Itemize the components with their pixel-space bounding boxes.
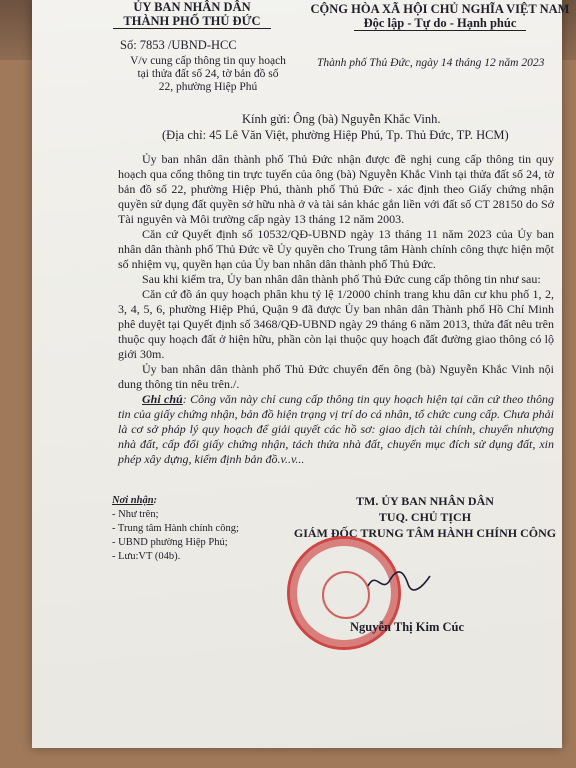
seal-emblem [322,571,370,619]
org-line-1: ỦY BAN NHÂN DÂN [133,0,251,14]
note-paragraph [118,392,554,467]
sign-line-2: TUQ. CHỦ TỊCH [378,510,472,524]
recipient-address: (Địa chỉ: 45 Lê Văn Việt, phường Hiệp Phú, Tp. Thủ Đức, TP. HCM) [162,128,509,142]
recipients-title: Nơi nhận: [112,495,158,506]
signature-block [280,493,570,541]
note-text: : Công văn này chỉ cung cấp thông tin quy hoạch hiện tại căn cứ theo thông tin của giấy chứng nhận, bản đồ hiện trạng vị trí do cá nhân, tổ chức cung cấp. Chưa phải là cơ sở pháp lý quy hoạch để giải quyết các hồ sơ: giao dịch tài chính, chuyển nhượng nhà đất, cấp đổi giấy chứng nhận, tách thửa nhà đất, chuyển mục đích sử dụng đất, xin phép xây dựng, kiểm định bản đồ.v..v... [118,392,554,466]
body-paragraph-2: Căn cứ Quyết định số 10532/QĐ-UBND ngày 13 tháng 11 năm 2023 của Ủy ban nhân dân thành phố Thủ Đức về Ủy quyền cho Trung tâm Hành chính công thực hiện một số nhiệm vụ, quyền hạn của Ủy ban nhân dân thành phố Thủ Đức. [118,227,554,271]
note-label: Ghi chú [142,392,183,406]
national-header [280,2,576,31]
issue-date: Thành phố Thủ Đức, ngày 14 tháng 12 năm 2023 [317,57,545,69]
issuing-organization [112,0,272,29]
recipients-list [112,494,239,564]
subject-line-1: V/v cung cấp thông tin quy hoạch [130,55,286,67]
subject-line-3: 22, phường Hiệp Phú [158,81,258,93]
subject-line-2: tại thửa đất số 24, tờ bản đồ số [137,68,279,80]
body-paragraph-4: Căn cứ đồ án quy hoạch phân khu tỷ lệ 1/2000 chỉnh trang khu dân cư khu phố 1, 2, 3, 4, 5, 6, phường Hiệp Phú, Quận 9 đã được Ủy ban nhân dân Thành phố Hồ Chí Minh phê duyệt tại Quyết định số 3468/QĐ-UBND ngày 29 tháng 6 năm 2013, thửa đất nêu trên thuộc quy hoạch đất ở hiện hữu, phần còn lại thuộc quy hoạch đất đường giao thông có lộ giới 30m. [118,287,554,361]
recipient-item: - Lưu:VT (04b). [112,551,181,562]
handwritten-signature [364,566,434,596]
body-paragraph-5: Ủy ban nhân dân thành phố Thủ Đức chuyển đến ông (bà) Nguyễn Khắc Vinh nội dung thông tin nêu trên./. [118,362,554,391]
motto: Độc lập - Tự do - Hạnh phúc [280,16,576,31]
document-body [118,152,554,467]
recipient-item: - Trung tâm Hành chính công; [112,523,239,534]
document-page [32,0,570,748]
recipient-item: - Như trên; [112,509,159,520]
recipient-greeting: Kính gửi: Ông (bà) Nguyễn Khắc Vinh. [242,112,441,126]
document-number: Số: 7853 /UBND-HCC [120,38,237,52]
document-subject [108,55,308,94]
nation-title: CỘNG HÒA XÃ HỘI CHỦ NGHĨA VIỆT NAM [310,2,570,16]
sign-line-3: GIÁM ĐỐC TRUNG TÂM HÀNH CHÍNH CÔNG [293,526,557,540]
org-line-2: THÀNH PHỐ THỦ ĐỨC [112,14,272,29]
body-paragraph-1: Ủy ban nhân dân thành phố Thủ Đức nhận được đề nghị cung cấp thông tin quy hoạch qua cổng thông tin trực tuyến của ông (bà) Nguyễn Khắc Vinh tại thửa đất số 24, tờ bản đồ số 22, phường Hiệp Phú, thành phố Thủ Đức - xác định theo Giấy chứng nhận quyền sử dụng đất quyền sở hữu nhà ở và tài sản khác gắn liền với đất số CT 28150 do Sở Tài nguyên và Môi trường cấp ngày 13 tháng 12 năm 2003. [118,152,554,226]
body-paragraph-3: Sau khi kiểm tra, Ủy ban nhân dân thành phố Thủ Đức cung cấp thông tin như sau: [142,272,541,286]
sign-line-1: TM. ỦY BAN NHÂN DÂN [356,494,494,508]
signer-name: Nguyễn Thị Kim Cúc [350,620,465,634]
recipient-item: - UBND phường Hiệp Phú; [112,537,228,548]
